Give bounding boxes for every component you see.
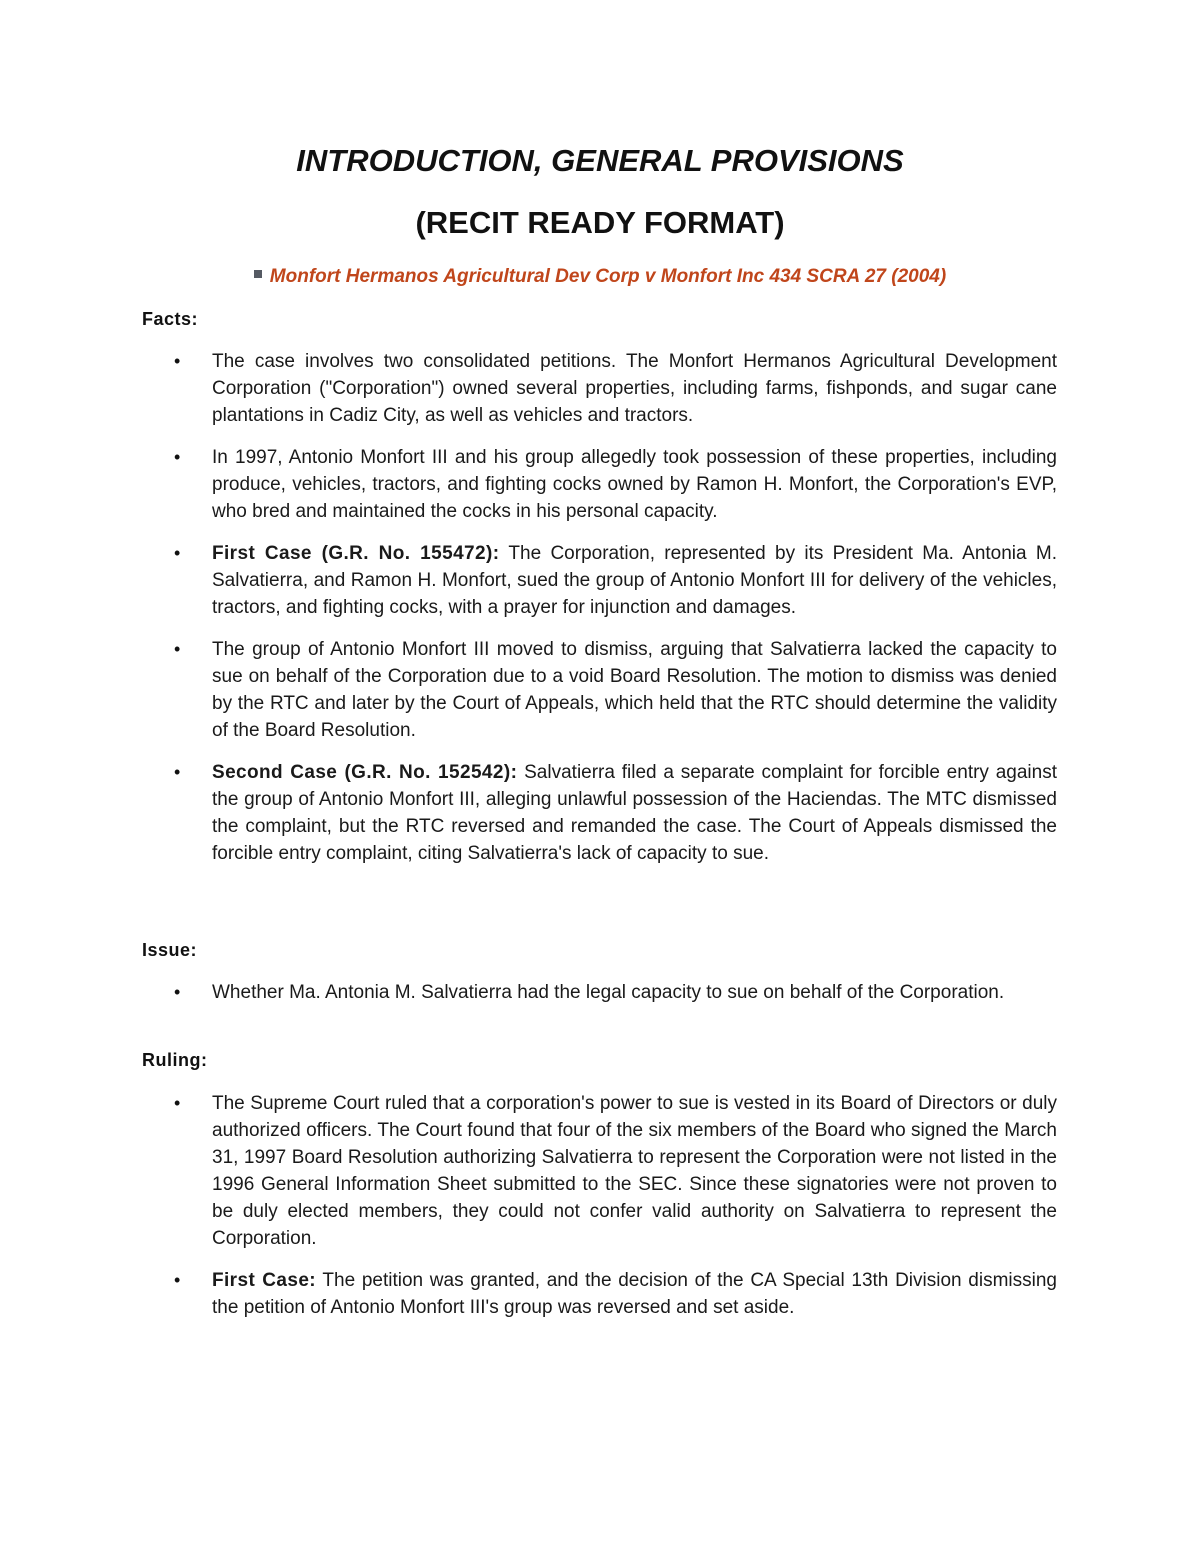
bullet-icon: • [174, 543, 181, 563]
item-text: The Corporation, represented by its President Ma. Antonia M. Salvatierra, and Ramon H. Monfort, sued the group of Antonio Monfort III for delivery of the vehicles, tractors, and fighting cocks, with a prayer for injunction and damages. [212, 543, 1058, 618]
square-bullet-icon [254, 270, 262, 278]
list-item [174, 759, 1057, 867]
bullet-icon: • [174, 1270, 181, 1290]
bullet-icon: • [174, 762, 181, 782]
document-subtitle: (RECIT READY FORMAT) [415, 205, 785, 240]
issue-label: Issue: [142, 940, 198, 960]
document-title: INTRODUCTION, GENERAL PROVISIONS [296, 143, 904, 178]
item-lead: First Case: [212, 1270, 317, 1291]
item-text: Salvatierra filed a separate complaint for forcible entry against the group of Antonio Monfort III, alleging unlawful possession of the Haciendas. The MTC dismissed the complaint, but the RTC reversed and remanded the case. The Court of Appeals dismissed the forcible entry complaint, citing Salvatierra's lack of capacity to sue. [212, 762, 1057, 864]
facts-label: Facts: [142, 309, 199, 329]
case-heading [0, 266, 1200, 288]
list-item [174, 1090, 1057, 1252]
issue-list [0, 979, 1200, 1021]
item-text: The group of Antonio Monfort III moved to dismiss, arguing that Salvatierra lacked the capacity to sue on behalf of the Corporation due to a void Board Resolution. The motion to dismiss was denied by the RTC and later by the Court of Appeals, which held that the RTC should determine the validity of the Board Resolution. [212, 639, 1057, 741]
list-item [174, 540, 1058, 621]
bullet-icon: • [174, 447, 181, 467]
item-lead: Second Case (G.R. No. 152542): [212, 762, 518, 783]
bullet-icon: • [174, 351, 181, 371]
item-text: The case involves two consolidated petitions. The Monfort Hermanos Agricultural Development Corporation ("Corporation") owned several properties, including farms, fishponds, and sugar cane plantations in Cadiz City, as well as vehicles and tractors. [212, 351, 1057, 426]
ruling-label: Ruling: [142, 1050, 208, 1070]
list-item [174, 444, 1057, 525]
list-item [174, 348, 1057, 429]
item-text: The petition was granted, and the decision of the CA Special 13th Division dismissing the petition of Antonio Monfort III's group was reversed and set aside. [212, 1270, 1057, 1318]
item-text: Whether Ma. Antonia M. Salvatierra had the legal capacity to sue on behalf of the Corporation. [212, 982, 1005, 1003]
bullet-icon: • [174, 1093, 181, 1113]
list-item [174, 979, 1057, 1006]
bullet-icon: • [174, 639, 181, 659]
bullet-icon: • [174, 982, 181, 1002]
ruling-list [0, 1090, 1200, 1336]
list-item [174, 1267, 1057, 1321]
item-lead: First Case (G.R. No. 155472): [212, 543, 500, 564]
facts-list [0, 348, 1200, 882]
list-item [174, 636, 1057, 744]
item-text: In 1997, Antonio Monfort III and his group allegedly took possession of these properties, including produce, vehicles, tractors, and fighting cocks owned by Ramon H. Monfort, the Corporation's EVP, who bred and maintained the cocks in his personal capacity. [212, 447, 1057, 522]
case-name: Monfort Hermanos Agricultural Dev Corp v Monfort Inc 434 SCRA 27 (2004) [269, 266, 947, 287]
item-text: The Supreme Court ruled that a corporation's power to sue is vested in its Board of Directors or duly authorized officers. The Court found that four of the six members of the Board who signed the March 31, 1997 Board Resolution authorizing Salvatierra to represent the Corporation were not listed in the 1996 General Information Sheet submitted to the SEC. Since these signatories were not proven to be duly elected members, they could not confer valid authority on Salvatierra to represent the Corporation. [212, 1093, 1057, 1249]
